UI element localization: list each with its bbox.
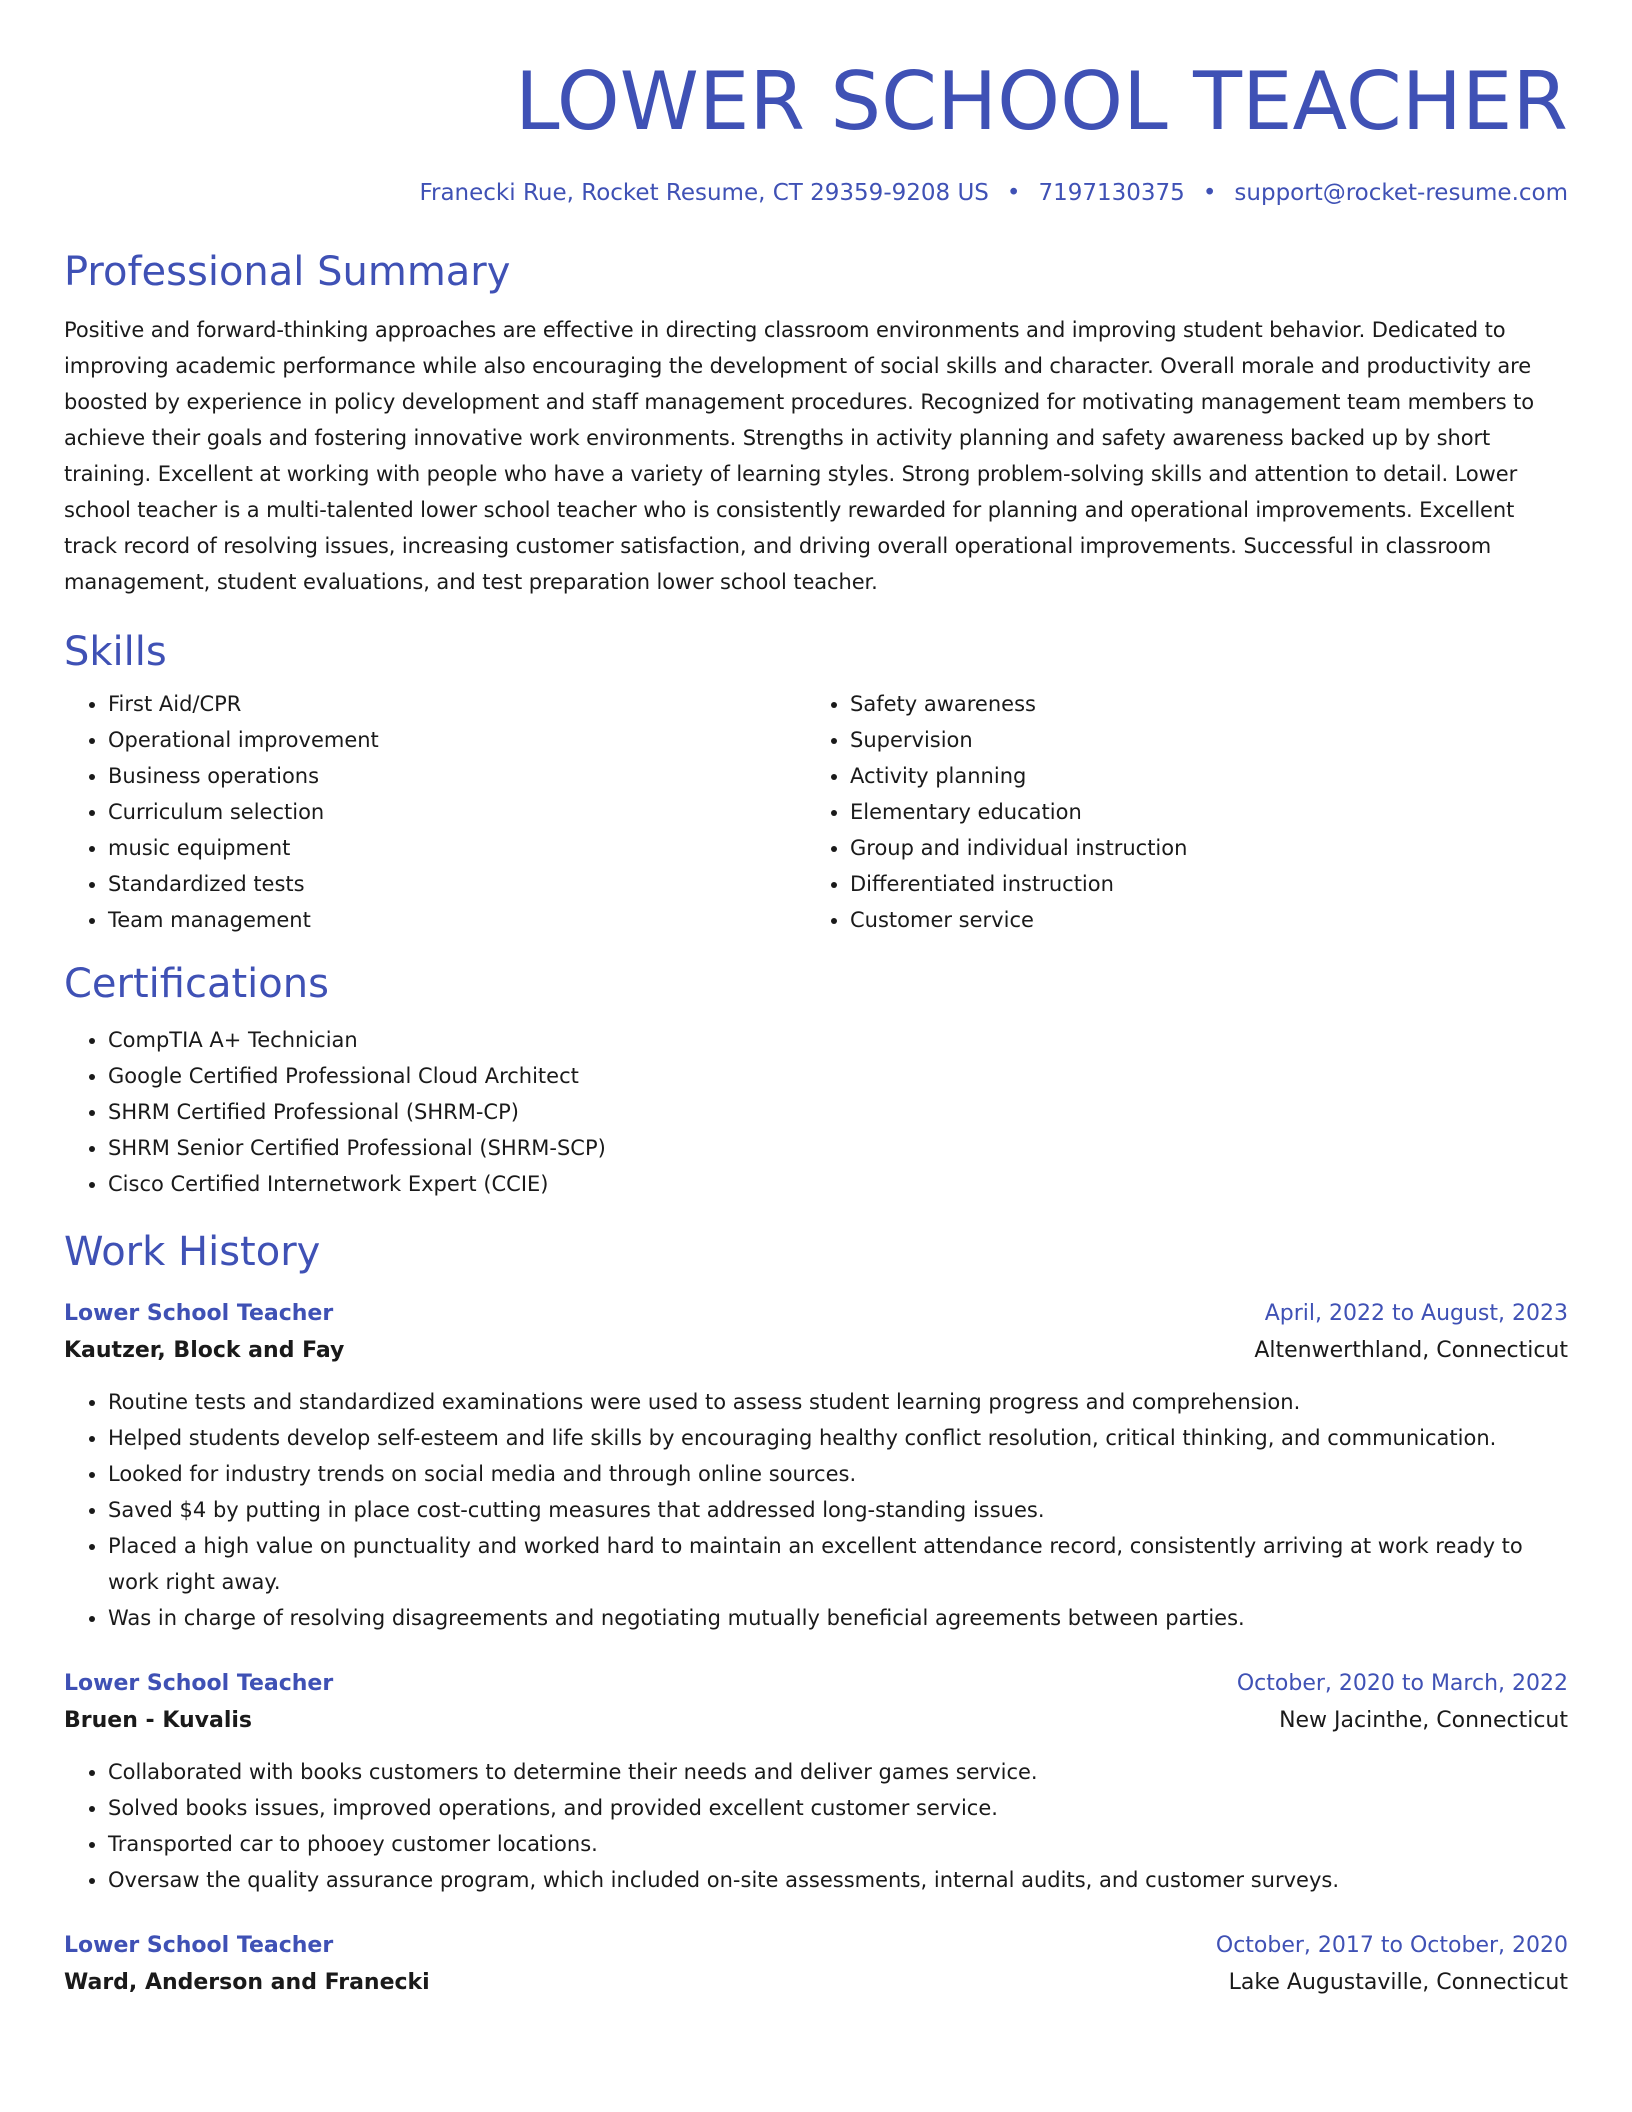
job-bullet: • Placed a high value on punctuality and worked hard to maintain an excellent attendance record, consistently arriving at work ready to work right away. (108, 1528, 1568, 1600)
job-bullet: • Helped students develop self-esteem and life skills by encouraging healthy conflict resolution, critical thinking, and communication. (108, 1420, 1568, 1456)
skills-column-left (64, 686, 806, 938)
job-bullets (64, 1754, 1568, 1898)
skill-item: • Safety awareness (850, 686, 1548, 722)
certification-item: • CompTIA A+ Technician (108, 1022, 1568, 1058)
resume-title: LOWER SCHOOL TEACHER (515, 55, 1568, 148)
contact-separator: • (1006, 180, 1021, 206)
summary-text: Positive and forward-thinking approaches are effective in directing classroom environments and improving student behavior. Dedicated to improving academic performance while also encouraging the development of social skills and character. Overall morale and productivity are boosted by experience in policy development and staff management procedures. Recognized for motivating management team members to achieve their goals and fostering innovative work environments. Strengths in activity planning and safety awareness backed up by short training. Excellent at working with people who have a variety of learning styles. Strong problem-solving skills and attention to detail. Lower school teacher is a multi-talented lower school teacher who is consistently rewarded for planning and operational improvements. Excellent track record of resolving issues, increasing customer satisfaction, and driving overall operational improvements. Successful in classroom management, student evaluations, and test preparation lower school teacher. (64, 318, 1535, 594)
skills-grid (64, 686, 1568, 938)
skills-heading: Skills (64, 629, 167, 675)
certifications-heading: Certifications (64, 961, 329, 1007)
skill-item: • Elementary education (850, 794, 1548, 830)
skill-item: • Activity planning (850, 758, 1548, 794)
job-bullet: • Oversaw the quality assurance program, which included on-site assessments, internal audits, and customer surveys. (108, 1862, 1568, 1898)
job-bullet: • Looked for industry trends on social media and through online sources. (108, 1456, 1568, 1492)
certification-item: • SHRM Certified Professional (SHRM-CP) (108, 1094, 1568, 1130)
job-location: Altenwerthland, Connecticut (1254, 1338, 1568, 1363)
skill-item: • Business operations (108, 758, 806, 794)
skill-item: • Team management (108, 902, 806, 938)
contact-email: support@rocket-resume.com (1234, 180, 1568, 206)
certifications-section (64, 960, 1568, 1202)
job-title: Lower School Teacher (64, 1933, 334, 1958)
contact-separator: • (1202, 180, 1217, 206)
job-bullet: • Transported car to phooey customer locations. (108, 1826, 1568, 1862)
job-company: Kautzer, Block and Fay (64, 1338, 345, 1363)
skill-item: • Standardized tests (108, 866, 806, 902)
job-bullet: • Solved books issues, improved operations, and provided excellent customer service. (108, 1790, 1568, 1826)
job-bullet: • Was in charge of resolving disagreements and negotiating mutually beneficial agreements between parties. (108, 1600, 1568, 1636)
job-company: Ward, Anderson and Franecki (64, 1970, 430, 1995)
skills-column-right (806, 686, 1548, 938)
contact-line (64, 178, 1568, 208)
job-location: Lake Augustaville, Connecticut (1228, 1970, 1568, 1995)
skills-section (64, 628, 1568, 938)
job-location: New Jacinthe, Connecticut (1279, 1708, 1568, 1733)
job-bullet: • Saved $4 by putting in place cost-cutting measures that addressed long-standing issues. (108, 1492, 1568, 1528)
skill-item: • Supervision (850, 722, 1548, 758)
professional-summary-section (64, 248, 1568, 600)
job-bullets (64, 1384, 1568, 1636)
job-entry (64, 1296, 1568, 1636)
skill-item: • First Aid/CPR (108, 686, 806, 722)
resume-page (64, 52, 1568, 2002)
skill-item: • Differentiated instruction (850, 866, 1548, 902)
work-history-heading: Work History (64, 1229, 321, 1275)
skill-item: • Curriculum selection (108, 794, 806, 830)
skill-item: • music equipment (108, 830, 806, 866)
job-dates: April, 2022 to August, 2023 (1264, 1301, 1568, 1326)
job-bullet: • Routine tests and standardized examinations were used to assess student learning progress and comprehension. (108, 1384, 1568, 1420)
contact-phone: 7197130375 (1038, 180, 1185, 206)
skill-item: • Operational improvement (108, 722, 806, 758)
certification-item: • SHRM Senior Certified Professional (SHRM-SCP) (108, 1130, 1568, 1166)
job-entry (64, 1666, 1568, 1898)
job-bullet: • Collaborated with books customers to determine their needs and deliver games service. (108, 1754, 1568, 1790)
certification-item: • Cisco Certified Internetwork Expert (CCIE) (108, 1166, 1568, 1202)
job-dates: October, 2020 to March, 2022 (1236, 1671, 1568, 1696)
job-title: Lower School Teacher (64, 1671, 334, 1696)
skill-item: • Group and individual instruction (850, 830, 1548, 866)
certifications-list (64, 1022, 1568, 1202)
certification-item: • Google Certified Professional Cloud Architect (108, 1058, 1568, 1094)
job-dates: October, 2017 to October, 2020 (1215, 1933, 1568, 1958)
contact-address: Franecki Rue, Rocket Resume, CT 29359-9208 US (419, 180, 989, 206)
work-history-section (64, 1228, 1568, 2002)
job-entry (64, 1928, 1568, 2002)
skill-item: • Customer service (850, 902, 1548, 938)
job-title: Lower School Teacher (64, 1301, 334, 1326)
job-company: Bruen - Kuvalis (64, 1708, 252, 1733)
summary-heading: Professional Summary (64, 249, 511, 295)
